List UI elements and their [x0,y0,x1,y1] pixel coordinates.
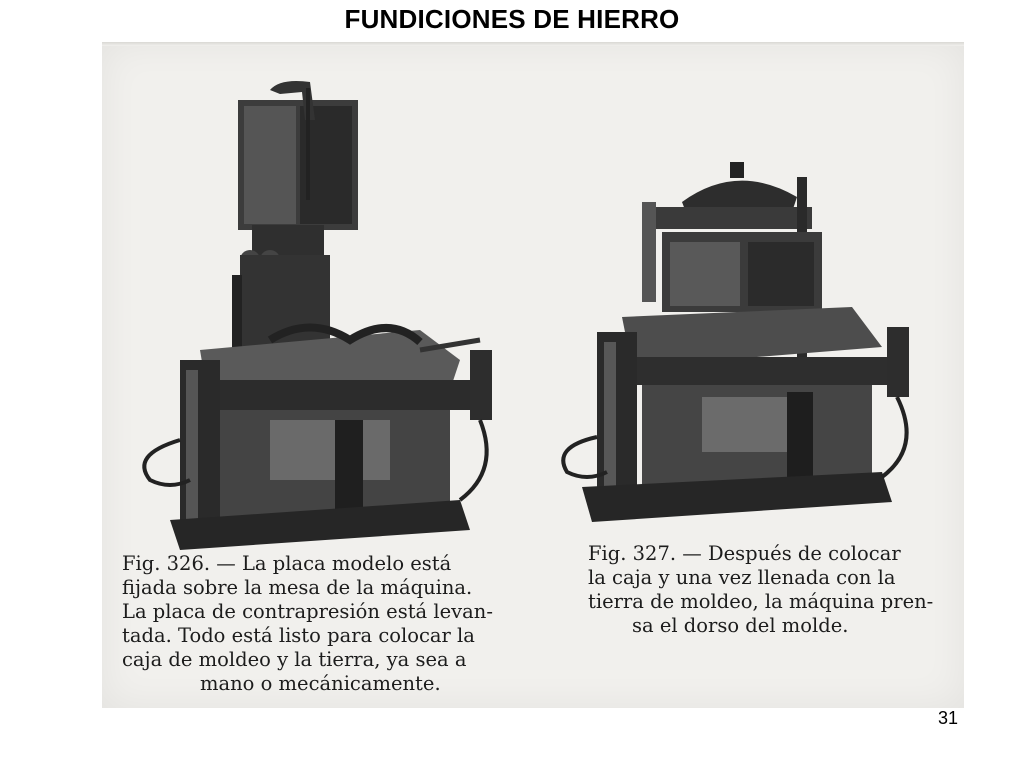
figure-327-caption [588,542,964,638]
caption-line: caja de moldeo y la tierra, ya sea a [122,648,467,671]
caption-line: Fig. 327. — Después de colocar [588,542,901,565]
molding-machine-illustration-327 [552,157,947,552]
caption-line: Fig. 326. — La placa modelo está [122,552,452,575]
slide-title: FUNDICIONES DE HIERRO [344,4,680,34]
scanned-page [102,42,964,708]
caption-line: mano o mecánicamente. [200,672,441,695]
molding-machine-illustration-326 [120,60,520,550]
caption-line: la caja y una vez llenada con la [588,566,896,589]
caption-line: tada. Todo está listo para colocar la [122,624,475,647]
scan-edge [102,42,964,46]
caption-line: fijada sobre la mesa de la máquina. [122,576,473,599]
figure-326-caption [122,552,532,696]
caption-line: sa el dorso del molde. [632,614,849,637]
caption-line: tierra de moldeo, la máquina pren- [588,590,934,613]
caption-line: La placa de contrapresión está levan- [122,600,493,623]
page-number: 31 [937,708,958,728]
